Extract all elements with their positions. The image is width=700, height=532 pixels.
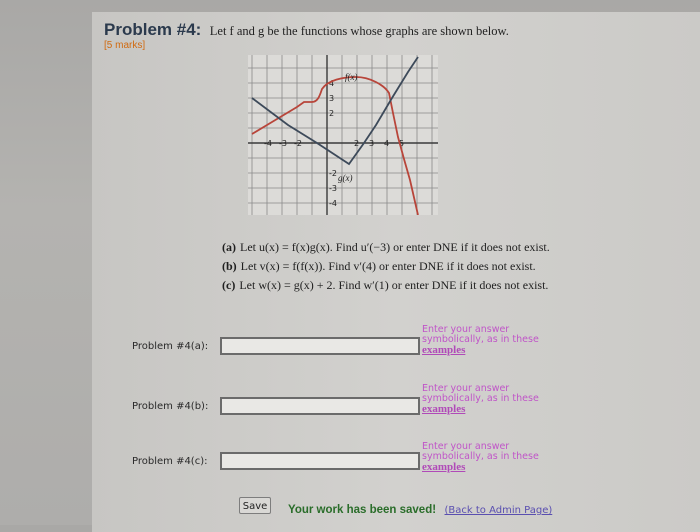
answer-row-c [0, 442, 700, 502]
answer-hint-text-c: Enter your answer symbolically, as in these [422, 441, 539, 462]
y-tick-label: 2 [329, 109, 335, 118]
part-a-tag: (a) [222, 240, 236, 254]
answer-label-b: Problem #4(b): [132, 401, 209, 412]
answer-input-b[interactable] [220, 397, 420, 415]
part-a [222, 238, 550, 257]
examples-link-a[interactable]: examples [422, 344, 466, 356]
answer-label-a: Problem #4(a): [132, 341, 209, 352]
y-tick-label: -4 [329, 199, 337, 208]
y-tick-label: -2 [329, 169, 337, 178]
graph-background [248, 55, 438, 215]
part-c [222, 276, 550, 295]
save-button[interactable]: Save [239, 497, 271, 514]
question-parts [222, 238, 550, 295]
answer-hint-text-b: Enter your answer symbolically, as in these [422, 383, 539, 404]
g-label: g(x) [338, 173, 353, 183]
x-tick-label: 5 [399, 139, 405, 148]
x-tick-label: 3 [369, 139, 375, 148]
part-b-text: Let v(x) = f(f(x)). Find v′(4) or enter DNE if it does not exist. [240, 259, 536, 273]
answer-hint-c [422, 442, 552, 473]
x-tick-label: -3 [279, 139, 287, 148]
answer-hint-a [422, 325, 552, 356]
y-tick-label: -3 [329, 184, 337, 193]
f-label: f(x) [345, 72, 358, 82]
back-to-admin-link[interactable]: (Back to Admin Page) [444, 505, 553, 516]
part-a-text: Let u(x) = f(x)g(x). Find u′(−3) or enter DNE if it does not exist. [240, 240, 550, 254]
answer-hint-b [422, 384, 552, 415]
answer-input-a[interactable] [220, 337, 420, 355]
answer-label-c: Problem #4(c): [132, 456, 208, 467]
problem-header [104, 20, 509, 40]
examples-link-c[interactable]: examples [422, 461, 466, 473]
answer-input-c[interactable] [220, 452, 420, 470]
problem-title: Problem #4: [104, 20, 202, 39]
y-tick-label: 3 [329, 94, 335, 103]
save-status [288, 500, 552, 518]
part-c-text: Let w(x) = g(x) + 2. Find w′(1) or enter DNE if it does not exist. [239, 278, 549, 292]
part-b [222, 257, 550, 276]
x-tick-label: 2 [354, 139, 360, 148]
part-b-tag: (b) [222, 259, 237, 273]
examples-link-b[interactable]: examples [422, 403, 466, 415]
x-tick-label: -4 [264, 139, 272, 148]
problem-intro: Let f and g be the functions whose graphs are shown below. [209, 24, 509, 38]
saved-message: Your work has been saved! [288, 504, 437, 516]
answer-hint-text-a: Enter your answer symbolically, as in these [422, 324, 539, 345]
x-tick-label: 4 [384, 139, 390, 148]
answer-row-a [0, 322, 700, 382]
marks-label: [5 marks] [104, 40, 146, 51]
x-tick-label: -2 [294, 139, 302, 148]
answer-row-b [0, 384, 700, 444]
function-graph [248, 55, 438, 215]
part-c-tag: (c) [222, 278, 236, 292]
y-tick-label: 4 [329, 79, 335, 88]
